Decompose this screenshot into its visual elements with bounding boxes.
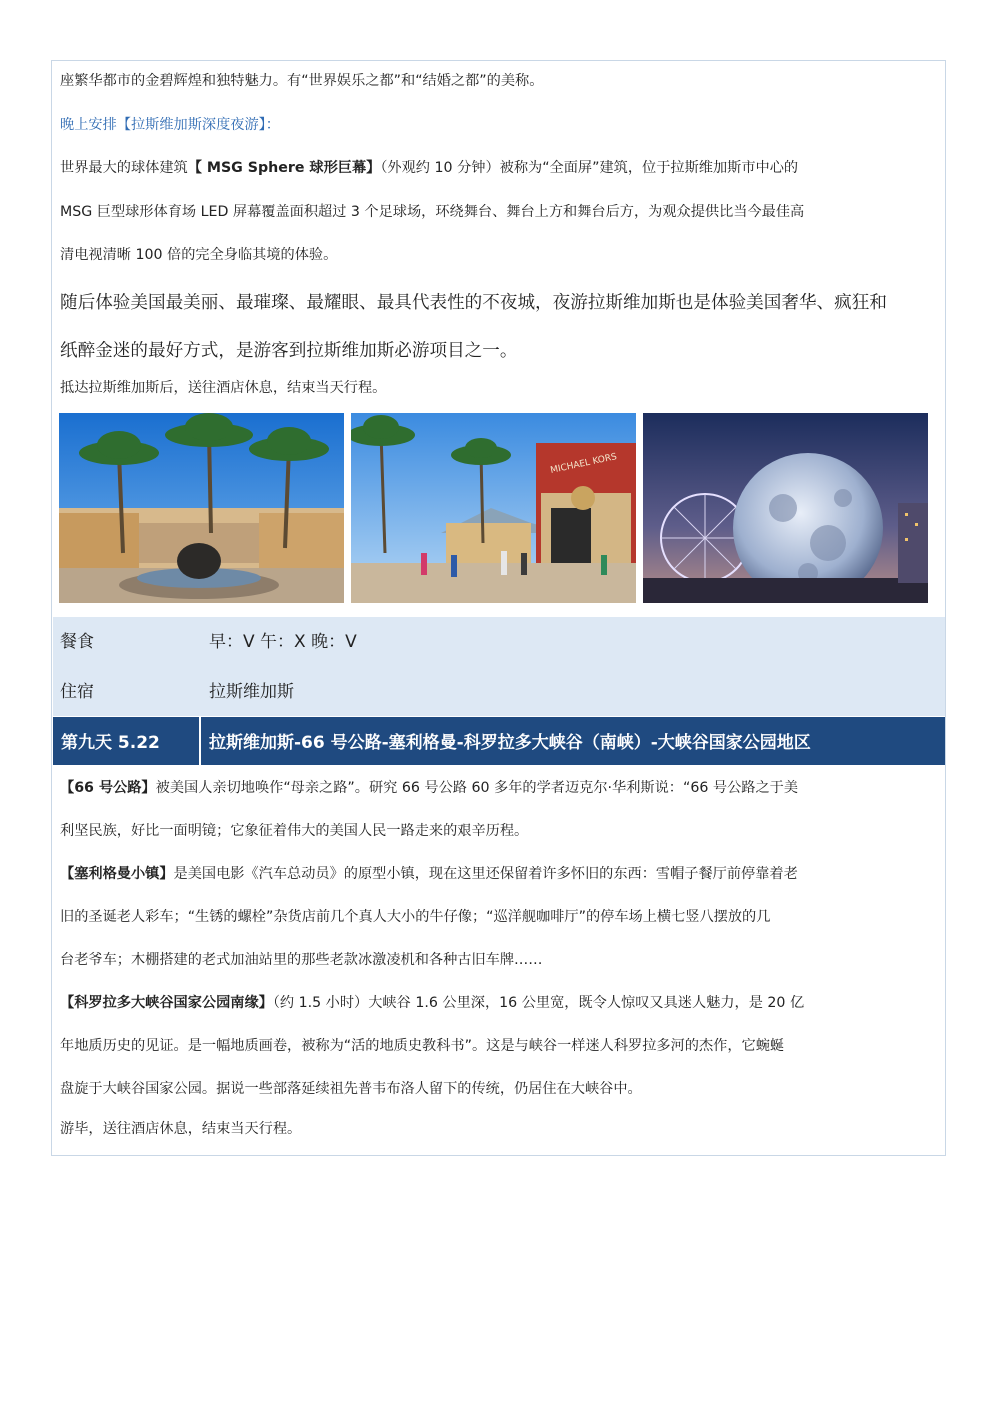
msg-rest: （外观约 10 分钟）被称为“全面屏”建筑，位于拉斯维加斯市中心的 [380,160,799,176]
route66-line2: 利坚民族，好比一面明镜；它象征着伟大的美国人民一路走来的艰辛历程。 [60,823,529,839]
day-header [53,717,945,765]
day-end-text: 抵达拉斯维加斯后，送往酒店休息，结束当天行程。 [60,380,387,396]
route66-title: 【66 号公路】 [60,780,156,796]
day9-end-text: 游毕，送往酒店休息，结束当天行程。 [60,1121,302,1137]
intro-text: 座繁华都市的金碧辉煌和独特魅力。有“世界娱乐之都”和“结婚之都”的美称。 [60,73,544,89]
seligman-paragraph [60,863,936,883]
meals-lodging-band [53,617,945,716]
grand-canyon-title: 【科罗拉多大峡谷国家公园南缘】 [60,995,273,1011]
msg-sphere-description [60,157,936,177]
night-tour-line2: 纸醉金迷的最好方式，是游客到拉斯维加斯必游项目之一。 [60,341,518,361]
michael-kors-street-photo [351,413,636,603]
grand-canyon-paragraph [60,992,936,1012]
lodging-label: 住宿 [60,682,94,702]
evening-plan-heading: 晚上安排【拉斯维加斯深度夜游】： [60,117,280,133]
day-number: 第九天 5.22 [61,733,160,753]
msg-sphere-photo [643,413,928,603]
lodging-value: 拉斯维加斯 [209,682,294,702]
store-sign: MICHAEL KORS [549,452,618,476]
seligman-title: 【塞利格曼小镇】 [60,866,174,882]
grand-canyon-text: （约 1.5 小时）大峡谷 1.6 公里深，16 公里宽，既令人惊叹又具迷人魅力，是 20 亿 [272,995,805,1011]
meals-value: 早：V 午：X 晚：V [209,632,357,652]
seligman-line3: 台老爷车；木棚搭建的老式加油站里的那些老款冰激凌机和各种古旧车牌…… [60,952,543,968]
seligman-line2: 旧的圣诞老人彩车；“生锈的螺栓”杂货店前几个真人大小的牛仔像；“巡洋舰咖啡厅”的停车场上横七竖八摆放的几 [60,909,771,925]
header-divider [199,717,201,765]
msg-sphere-line2: MSG 巨型球形体育场 LED 屏幕覆盖面积超过 3 个足球场，环绕舞台、舞台上方和舞台后方，为观众提供比当今最佳高 [60,204,805,220]
grand-canyon-line3: 盘旋于大峡谷国家公园。据说一些部落延续祖先普韦布洛人留下的传统，仍居住在大峡谷中。 [60,1081,642,1097]
seligman-text: 是美国电影《汽车总动员》的原型小镇，现在这里还保留着许多怀旧的东西：雪帽子餐厅前停靠着老 [173,866,798,882]
msg-prefix: 世界最大的球体建筑 [60,160,188,176]
night-tour-line1: 随后体验美国最美丽、最璀璨、最耀眼、最具代表性的不夜城，夜游拉斯维加斯也是体验美国奢华、疯狂和 [60,293,887,313]
meals-label: 餐食 [60,632,94,652]
msg-sphere-line3: 清电视清晰 100 倍的完全身临其境的体验。 [60,247,338,263]
msg-sphere-title: 【 MSG Sphere 球形巨幕】 [187,160,381,176]
route66-text: 被美国人亲切地唤作“母亲之路”。研究 66 号公路 60 多年的学者迈克尔·华利斯说：“66 号公路之于美 [155,780,799,796]
day-route: 拉斯维加斯-66 号公路-塞利格曼-科罗拉多大峡谷（南峡）-大峡谷国家公园地区 [209,733,811,753]
grand-canyon-line2: 年地质历史的见证。是一幅地质画卷，被称为“活的地质史教科书”。这是与峡谷一样迷人科罗拉多河的杰作，它蜿蜒 [60,1038,785,1054]
outlet-courtyard-photo [59,413,344,603]
route66-paragraph [60,777,936,797]
